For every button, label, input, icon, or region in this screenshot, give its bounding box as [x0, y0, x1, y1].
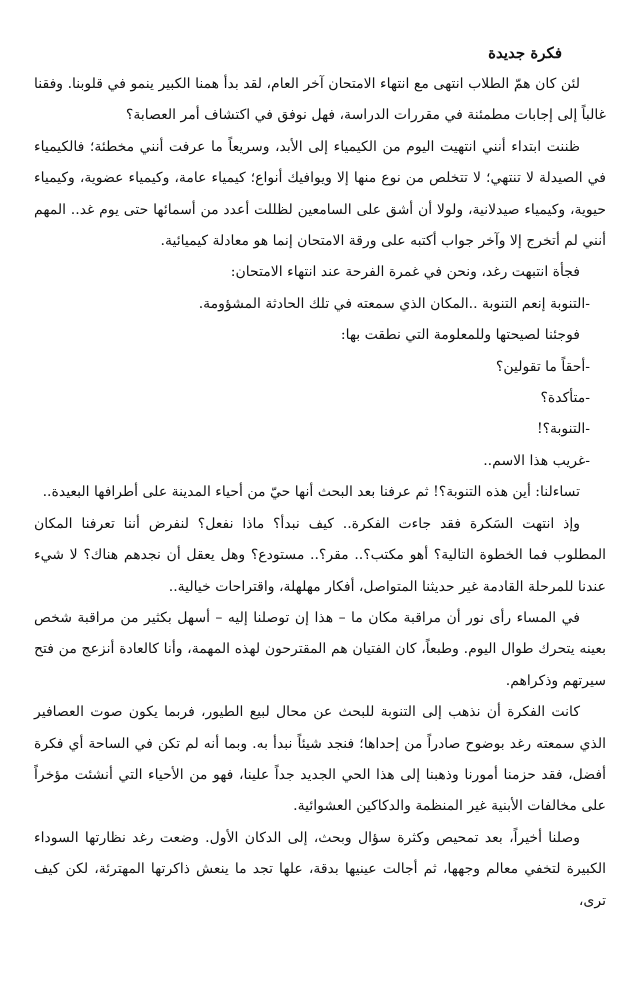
dialogue-line: -التنوبة إنعم التنوبة ..المكان الذي سمعته في تلك الحادثة المشؤومة.: [198, 295, 590, 312]
paragraph: في المساء رأى نور أن مراقبة مكان ما – هذا إن توصلنا إليه – أسهل بكثير من مراقبة شخص بعينه يتحرك طوال اليوم. وطبعاً، كان الفتيان هم المقترحون لهذه المهمة، وأنا كالعادة أنزعج من فتح سيرتهم وذكراهم.: [34, 609, 606, 689]
paragraph: تساءلنا: أين هذه التنوبة؟! ثم عرفنا بعد البحث أنها حيّ من أحياء المدينة على أطرافها البعيدة..: [42, 484, 580, 501]
dialogue-line: -متأكدة؟: [540, 390, 590, 407]
paragraph: ظننت ابتداء أنني انتهيت اليوم من الكيمياء إلى الأبد، وسريعاً ما عرفت أنني مخطئة؛ فالكيمياء في الصيدلة لا تنتهي؛ لا تتخلص من نوع منها إلا ويوافيك أنواع؛ كيمياء عامة، وكيمياء عضوية، وكيمياء حيوية، وكيمياء صيدلانية، ولولا أن أشق على السامعين لظللت أعدد من أسمائها حتى يوم غد.. المهم أنني لم أتخرج إلا وآخر جواب أكتبه على ورقة الامتحان إنما هو معادلة كيميائية.: [34, 138, 606, 250]
dialogue-line: -غريب هذا الاسم..: [483, 452, 590, 469]
dialogue-line: -التنوبة؟!: [536, 421, 590, 438]
document-title: فكرة جديدة: [488, 44, 562, 62]
paragraph: فوجئنا لصيحتها وللمعلومة التي نطقت بها:: [340, 327, 580, 344]
paragraph: وإذ انتهت السَكرة فقد جاءت الفكرة.. كيف نبدأ؟ ماذا نفعل؟ لنفرض أننا تعرفنا المكان المطلوب فما الخطوة التالية؟ أهو مكتب؟.. مقر؟.. مستودع؟ وهل يعقل أن نجدهم هناك؟ لا شيء عندنا للمرحلة القادمة غير حديثنا المتواصل، أفكار مهلهلة، واقتراحات خيالية..: [34, 515, 606, 595]
dialogue-line: -أحقاً ما تقولين؟: [495, 358, 590, 375]
paragraph: وصلنا أخيراً، بعد تمحيص وكثرة سؤال وبحث، إلى الدكان الأول. وضعت رغد نظارتها السوداء الكبيرة لتخفي معالم وجهها، ثم أجالت عينيها بدقة، علها تجد ما ينعش ذاكرتها المهترئة، لكن كيف ترى،: [34, 829, 606, 909]
paragraph: كانت الفكرة أن نذهب إلى التنوبة للبحث عن محال لبيع الطيور، فربما يكون صوت العصافير الذي سمعته رغد بوضوح صادراً من إحداها؛ فنجد شيئاً نبدأ به. وبما أنه لم تكن في الساحة أي فكرة أفضل، فقد حزمنا أمورنا وذهبنا إلى هذا الحي الجديد جداً علينا، فهو من الأحياء التي أنشئت مؤخراً على مخالفات الأبنية غير المنظمة والدكاكين العشوائية.: [34, 704, 606, 815]
paragraph: فجأة انتبهت رغد، ونحن في غمرة الفرحة عند انتهاء الامتحان:: [230, 264, 580, 281]
paragraph: لئن كان همّ الطلاب انتهى مع انتهاء الامتحان آخر العام، لقد بدأ همنا الكبير ينمو في قلوبنا. وفقنا غالباً إلى إجابات مطمئنة في مقررات الدراسة، فهل نوفق في اكتشاف أمر العصابة؟: [34, 76, 606, 124]
